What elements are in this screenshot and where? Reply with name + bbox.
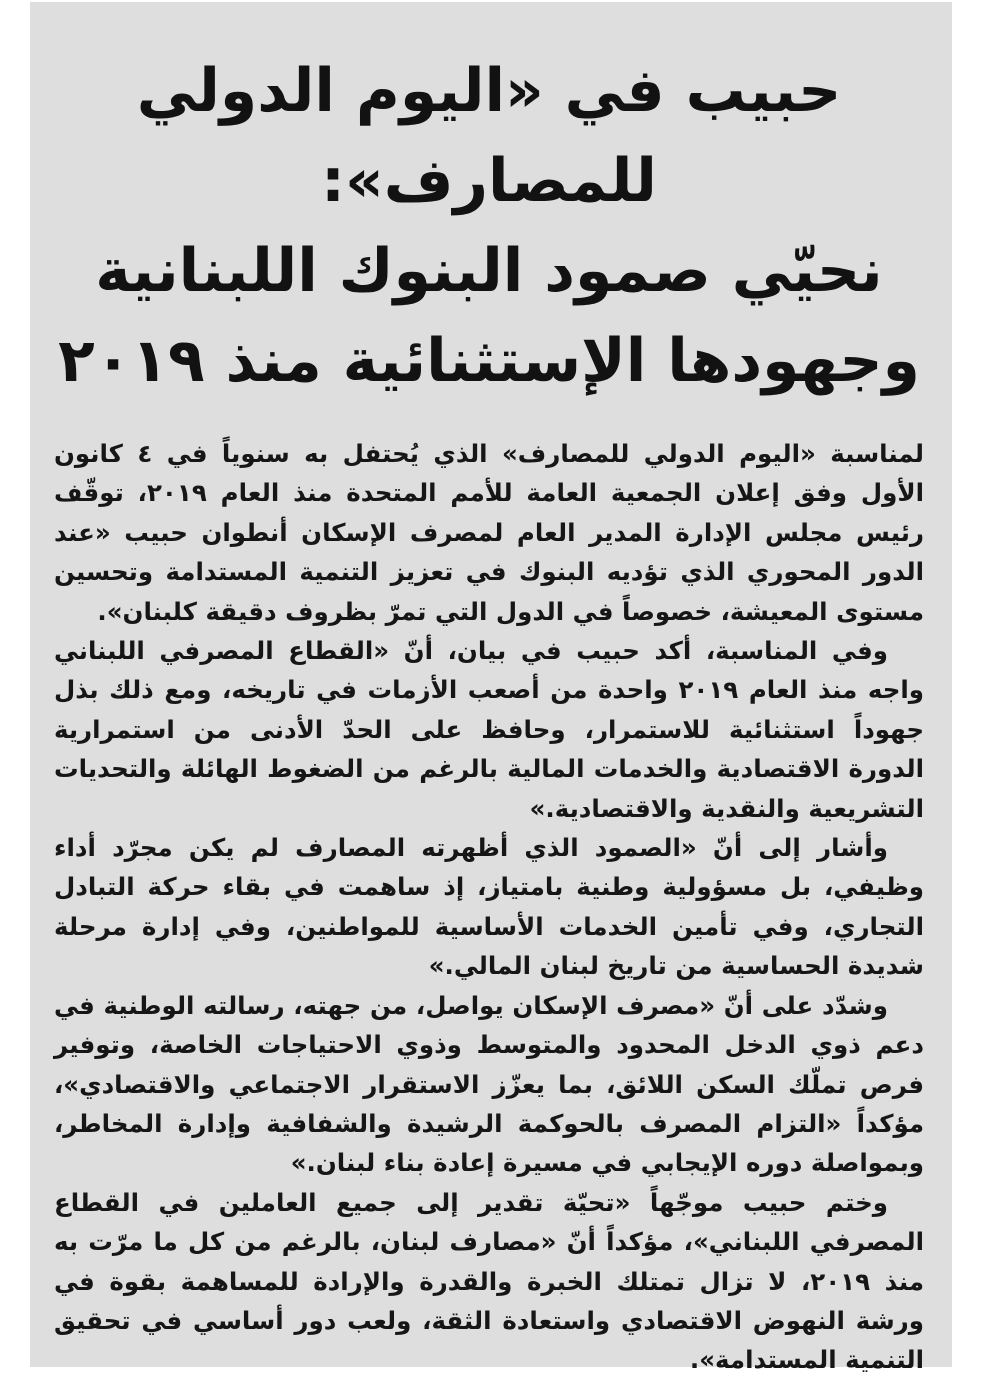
- headline-line-3: وجهودها الإستثنائية منذ ٢٠١٩: [58, 326, 920, 396]
- paragraph-resilience: وأشار إلى أنّ «الصمود الذي أظهرته المصارف لم يكن مجرّد أداء وظيفي، بل مسؤولية وطنية بامتياز، إذ ساهمت في بقاء حركة التبادل التجاري، وفي تأمين الخدمات الأساسية للمواطنين، وفي إدارة مرحلة شديدة الحساسية من تاريخ لبنان المالي.»: [54, 833, 924, 981]
- headline-line-1: حبيب في «اليوم الدولي للمصارف»:: [136, 56, 842, 216]
- paragraph-closing: وختم حبيب موجّهاً «تحيّة تقدير إلى جميع العاملين في القطاع المصرفي اللبناني»، مؤكداً أنّ «مصارف لبنان، بالرغم من كل ما مرّت به منذ ٢٠١٩، لا تزال تمتلك الخبرة والقدرة والإرادة للمساهمة بقوة في ورشة النهوض الاقتصادي واستعادة الثقة، ولعب دور أساسي في تحقيق التنمية المستدامة».: [54, 1187, 924, 1375]
- headline: [54, 46, 924, 406]
- paragraph-housing-bank-mission: وشدّد على أنّ «مصرف الإسكان يواصل، من جهته، رسالته الوطنية في دعم ذوي الدخل المحدود والمتوسط وذوي الاحتياجات الخاصة، وتوفير فرص تملّك السكن اللائق، بما يعزّز الاستقرار الاجتماعي والاقتصادي»، مؤكداً «التزام المصرف بالحوكمة الرشيدة والشفافية وإدارة المخاطر، وبمواصلة دوره الإيجابي في مسيرة إعادة بناء لبنان.»: [54, 990, 924, 1178]
- article-body: [54, 434, 924, 1380]
- paragraph-banking-sector: وفي المناسبة، أكد حبيب في بيان، أنّ «القطاع المصرفي اللبناني واجه منذ العام ٢٠١٩ واحدة من أصعب الأزمات في تاريخه، ومع ذلك بذل جهوداً استثنائية للاستمرار، وحافظ على الحدّ الأدنى من استمرارية الدورة الاقتصادية والخدمات المالية بالرغم من الضغوط الهائلة والتحديات التشريعية والنقدية والاقتصادية.»: [54, 636, 924, 823]
- newspaper-clipping: [30, 2, 952, 1375]
- headline-line-2: نحيّي صمود البنوك اللبنانية: [95, 236, 883, 306]
- paragraph-intro: لمناسبة «اليوم الدولي للمصارف» الذي يُحتفل به سنوياً في ٤ كانون الأول وفق إعلان الجمعية العامة للأمم المتحدة منذ العام ٢٠١٩، توقّف رئيس مجلس الإدارة المدير العام لمصرف الإسكان أنطوان حبيب «عند الدور المحوري الذي تؤديه البنوك في تعزيز التنمية المستدامة وتحسين مستوى المعيشة، خصوصاً في الدول التي تمرّ بظروف دقيقة كلبنان».: [54, 439, 924, 626]
